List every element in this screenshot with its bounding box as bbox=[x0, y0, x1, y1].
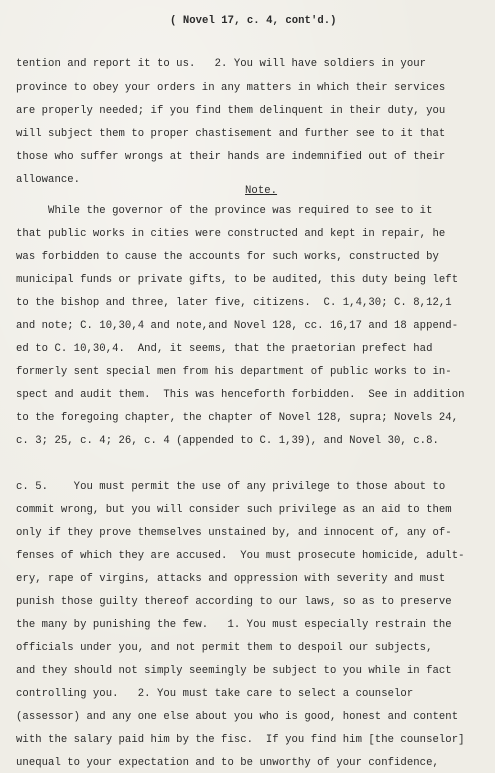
section-line: punish those guilty thereof according to our laws, so as to preserve bbox=[16, 596, 452, 608]
section-line: officials under you, and not permit them to despoil our subjects, bbox=[16, 642, 433, 654]
section-line: controlling you. 2. You must take care to select a counselor bbox=[16, 688, 414, 700]
section-line: unequal to your expectation and to be unworthy of your confidence, bbox=[16, 757, 439, 769]
paragraph-line: are properly needed; if you find them delinquent in their duty, you bbox=[16, 105, 446, 117]
section-line: the many by punishing the few. 1. You must especially restrain the bbox=[16, 619, 452, 631]
note-line: c. 3; 25, c. 4; 26, c. 4 (appended to C. 1,39), and Novel 30, c.8. bbox=[16, 435, 439, 447]
section-line: only if they prove themselves unstained by, and innocent of, any of- bbox=[16, 527, 452, 539]
paragraph-line: will subject them to proper chastisement and further see to it that bbox=[16, 128, 446, 140]
note-line: While the governor of the province was required to see to it bbox=[16, 205, 433, 217]
note-line: to the bishop and three, later five, citizens. C. 1,4,30; C. 8,12,1 bbox=[16, 297, 452, 309]
note-heading: Note. bbox=[245, 185, 278, 197]
section-line: (assessor) and any one else about you who is good, honest and content bbox=[16, 711, 459, 723]
section-line: fenses of which they are accused. You must prosecute homicide, adult- bbox=[16, 550, 465, 562]
paragraph-line: province to obey your orders in any matters in which their services bbox=[16, 82, 446, 94]
note-line: was forbidden to cause the accounts for such works, constructed by bbox=[16, 251, 439, 263]
note-line: spect and audit them. This was henceforth forbidden. See in addition bbox=[16, 389, 465, 401]
section-line: ery, rape of virgins, attacks and oppression with severity and must bbox=[16, 573, 446, 585]
note-line: ed to C. 10,30,4. And, it seems, that the praetorian prefect had bbox=[16, 343, 433, 355]
paragraph-line: allowance. bbox=[16, 174, 81, 186]
note-line: to the foregoing chapter, the chapter of Novel 128, supra; Novels 24, bbox=[16, 412, 459, 424]
section-line: and they should not simply seemingly be subject to you while in fact bbox=[16, 665, 452, 677]
note-line: formerly sent special men from his department of public works to in- bbox=[16, 366, 452, 378]
paragraph-line: those who suffer wrongs at their hands are indemnified out of their bbox=[16, 151, 446, 163]
note-line: and note; C. 10,30,4 and note,and Novel 128, cc. 16,17 and 18 append- bbox=[16, 320, 459, 332]
section-line: commit wrong, but you will consider such privilege as an aid to them bbox=[16, 504, 452, 516]
note-line: that public works in cities were constructed and kept in repair, he bbox=[16, 228, 446, 240]
section-line: c. 5. You must permit the use of any privilege to those about to bbox=[16, 481, 446, 493]
note-line: municipal funds or private gifts, to be audited, this duty being left bbox=[16, 274, 459, 286]
section-line: with the salary paid him by the fisc. If you find him [the counselor] bbox=[16, 734, 465, 746]
paragraph-line: tention and report it to us. 2. You will have soldiers in your bbox=[16, 58, 427, 70]
page-header: ( Novel 17, c. 4, cont'd.) bbox=[170, 15, 337, 27]
